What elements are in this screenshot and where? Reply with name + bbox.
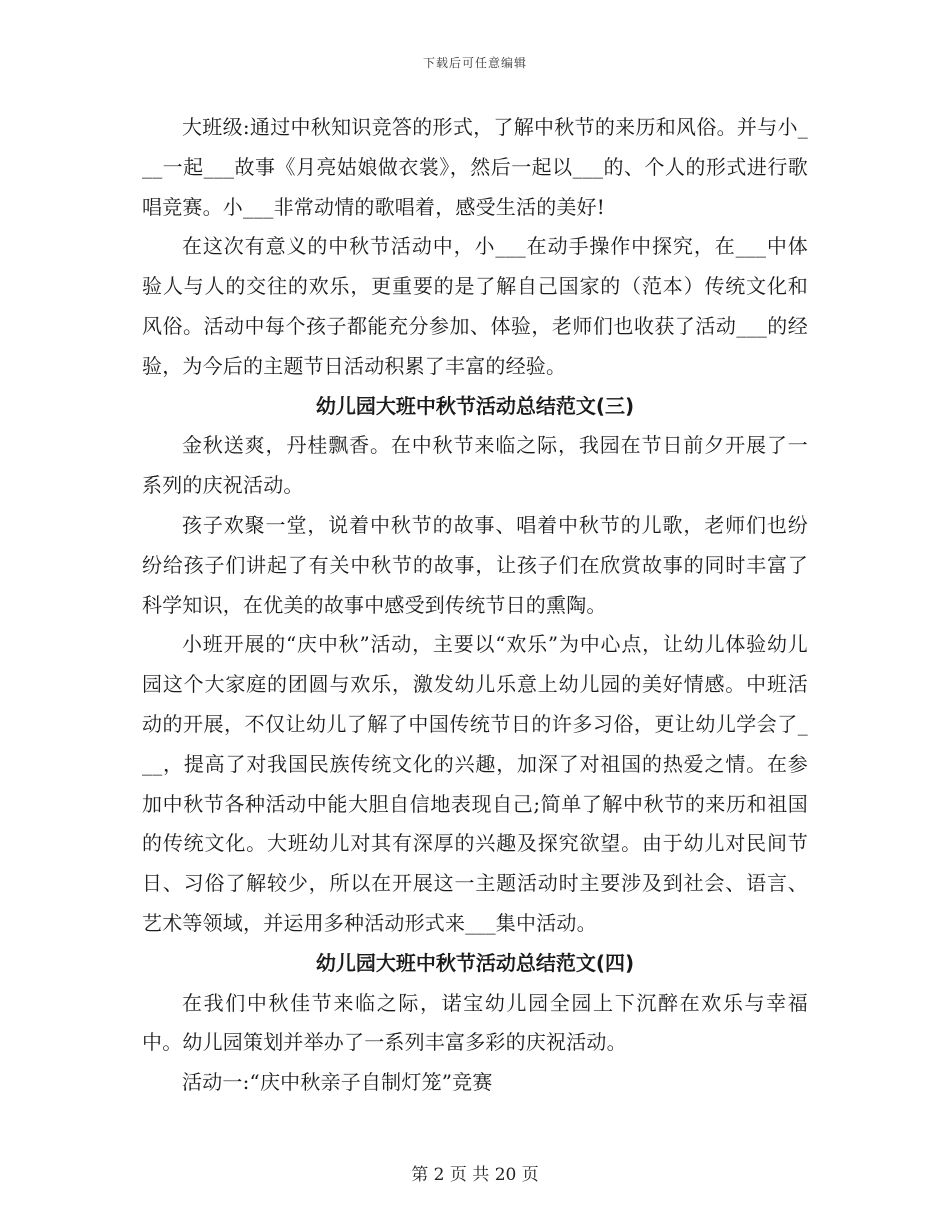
section-heading: 幼儿园大班中秋节活动总结范文(三) <box>315 393 635 418</box>
paragraph: 活动一:“庆中秋亲子自制灯笼”竞赛 <box>182 1070 493 1095</box>
document-body <box>142 108 808 1103</box>
page-number: 第 2 页 共 20 页 <box>411 1165 539 1185</box>
paragraph: 小班开展的“庆中秋”活动，主要以“欢乐”为中心点，让幼儿体验幼儿园这个大家庭的团圆与欢乐，激发幼儿乐意上幼儿园的美好情感。中班活动的开展，不仅让幼儿了解了中国传统节日的许多习俗，更让幼儿学会了___，提高了对我国民族传统文化的兴趣，加深了对祖国的热爱之情。在参加中秋节各种活动中能大胆自信地表现自己;简单了解中秋节的来历和祖国的传统文化。大班幼儿对其有深厚的兴趣及探究欲望。由于幼儿对民间节日、习俗了解较少，所以在开展这一主题活动时主要涉及到社会、语言、艺术等领域，并运用多种活动形式来___集中活动。 <box>142 632 808 935</box>
paragraph: 金秋送爽，丹桂飘香。在中秋节来临之际，我园在节日前夕开展了一系列的庆祝活动。 <box>142 433 808 498</box>
paragraph: 在我们中秋佳节来临之际，诺宝幼儿园全园上下沉醉在欢乐与幸福中。幼儿园策划并举办了一系列丰富多彩的庆祝活动。 <box>142 990 808 1055</box>
paragraph: 孩子欢聚一堂，说着中秋节的故事、唱着中秋节的儿歌，老师们也纷纷给孩子们讲起了有关中秋节的故事，让孩子们在欣赏故事的同时丰富了科学知识，在优美的故事中感受到传统节日的熏陶。 <box>142 512 808 617</box>
paragraph: 在这次有意义的中秋节活动中，小___在动手操作中探究，在___中体验人与人的交往的欢乐，更重要的是了解自己国家的（范本）传统文化和风俗。活动中每个孩子都能充分参加、体验，老师们也收获了活动___的经验，为今后的主题节日活动积累了丰富的经验。 <box>142 234 808 378</box>
paragraph: 大班级:通过中秋知识竞答的形式，了解中秋节的来历和风俗。并与小___一起___故事《月亮姑娘做衣裳》，然后一起以___的、个人的形式进行歌唱竞赛。小___非常动情的歌唱着，感受生活的美好! <box>142 115 808 219</box>
page-header-note: 下载后可任意编辑 <box>422 56 527 70</box>
section-heading: 幼儿园大班中秋节活动总结范文(四) <box>315 950 635 975</box>
